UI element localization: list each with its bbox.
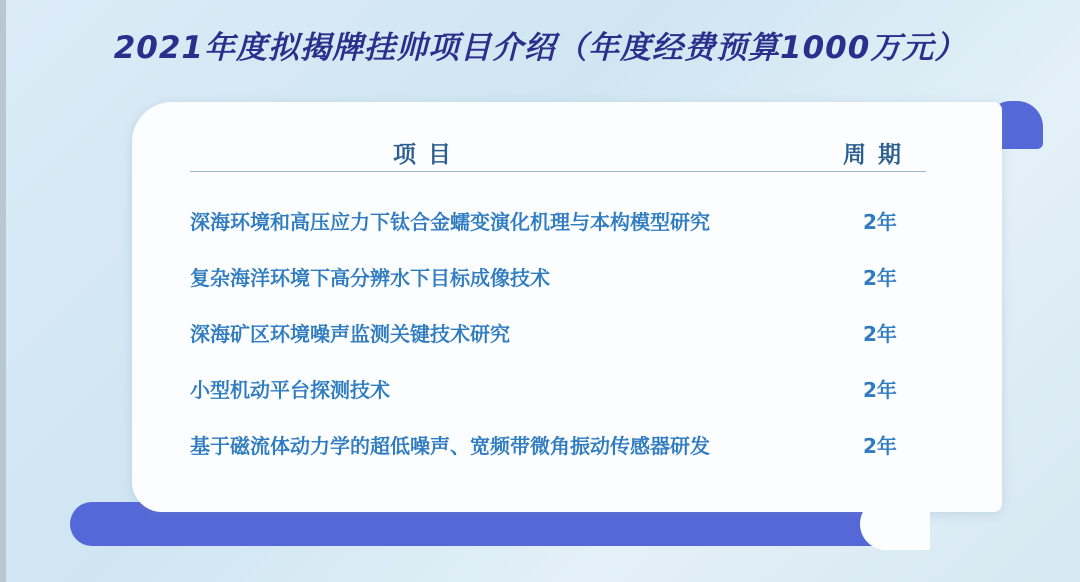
project-name: 小型机动平台探测技术 [190, 378, 390, 402]
project-period: 2年 [863, 266, 897, 290]
scroll-curl-end [860, 498, 930, 550]
project-period: 2年 [863, 210, 897, 234]
project-period: 2年 [863, 378, 897, 402]
page-title: 2021年度拟揭牌挂帅项目介绍（年度经费预算1000万元） [113, 30, 967, 66]
table-row [190, 206, 930, 235]
header-period: 周期 [843, 142, 913, 168]
left-edge [0, 0, 6, 582]
project-name: 深海矿区环境噪声监测关键技术研究 [190, 322, 510, 346]
table-row [190, 318, 930, 347]
table-row [190, 430, 930, 459]
table-row [190, 262, 930, 291]
project-name: 复杂海洋环境下高分辨水下目标成像技术 [190, 266, 550, 290]
header-divider [190, 171, 926, 172]
project-name: 深海环境和高压应力下钛合金蠕变演化机理与本构模型研究 [190, 210, 710, 234]
header-project: 项目 [393, 142, 463, 168]
project-name: 基于磁流体动力学的超低噪声、宽频带微角振动传感器研发 [190, 434, 710, 458]
table-row [190, 374, 930, 403]
project-period: 2年 [863, 322, 897, 346]
project-period: 2年 [863, 434, 897, 458]
